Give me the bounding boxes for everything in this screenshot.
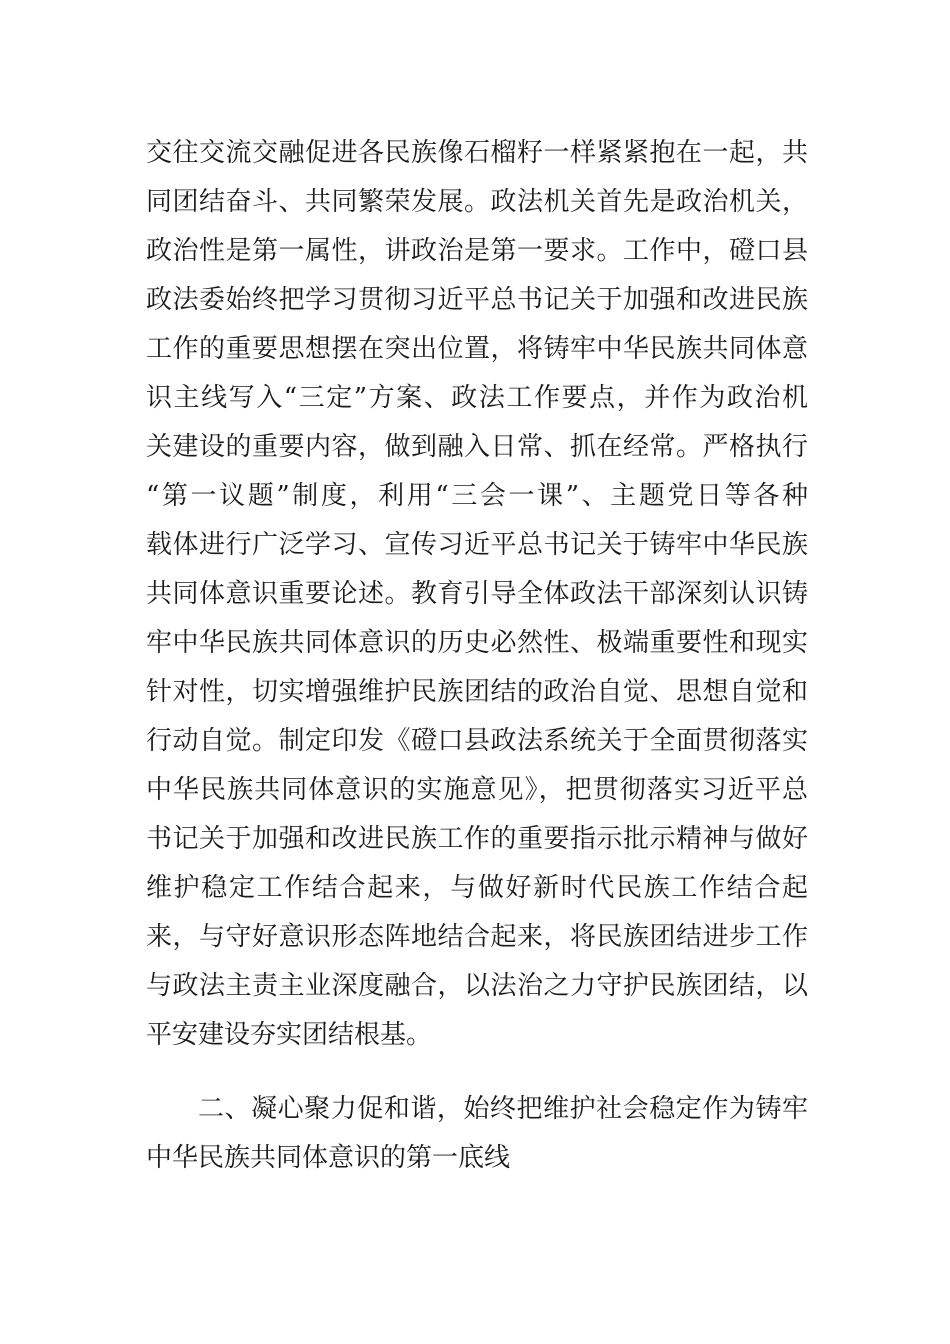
paragraph-line: 书记关于加强和改进民族工作的重要指示批示精神与做好: [146, 824, 808, 854]
paragraph-line: 牢中华民族共同体意识的历史必然性、极端重要性和现实: [146, 628, 808, 658]
paragraph-line: 政治性是第一属性，讲政治是第一要求。工作中，磴口县: [146, 236, 808, 266]
paragraph-line: 行动自觉。制定印发《磴口县政法系统关于全面贯彻落实: [146, 726, 808, 756]
section-heading-line: 二、凝心聚力促和谐，始终把维护社会稳定作为铸牢: [198, 1094, 808, 1124]
paragraph-line: 中华民族共同体意识的实施意见》，把贯彻落实习近平总: [146, 775, 808, 805]
paragraph-line: 共同体意识重要论述。教育引导全体政法干部深刻认识铸: [146, 579, 808, 609]
paragraph-line: 来，与守好意识形态阵地结合起来，将民族团结进步工作: [146, 922, 808, 952]
paragraph-line: 关建设的重要内容，做到融入日常、抓在经常。严格执行: [146, 432, 808, 462]
paragraph-line: 交往交流交融促进各民族像石榴籽一样紧紧抱在一起，共: [146, 138, 808, 168]
section-heading-line: 中华民族共同体意识的第一底线: [146, 1143, 511, 1173]
paragraph-line: 载体进行广泛学习、宣传习近平总书记关于铸牢中华民族: [146, 530, 808, 560]
paragraph-line: 维护稳定工作结合起来，与做好新时代民族工作结合起: [146, 873, 808, 903]
paragraph-line: 政法委始终把学习贯彻习近平总书记关于加强和改进民族: [146, 285, 808, 315]
paragraph-line: 与政法主责主业深度融合，以法治之力守护民族团结，以: [146, 971, 808, 1001]
paragraph-line: 识主线写入“三定”方案、政法工作要点，并作为政治机: [146, 383, 808, 413]
paragraph-line: “第一议题”制度，利用“三会一课”、主题党日等各种: [146, 481, 808, 511]
paragraph-line: 工作的重要思想摆在突出位置，将铸牢中华民族共同体意: [146, 334, 808, 364]
paragraph-line: 针对性，切实增强维护民族团结的政治自觉、思想自觉和: [146, 677, 808, 707]
paragraph-line: 平安建设夯实团结根基。: [146, 1020, 433, 1050]
paragraph-line: 同团结奋斗、共同繁荣发展。政法机关首先是政治机关，: [146, 187, 808, 217]
